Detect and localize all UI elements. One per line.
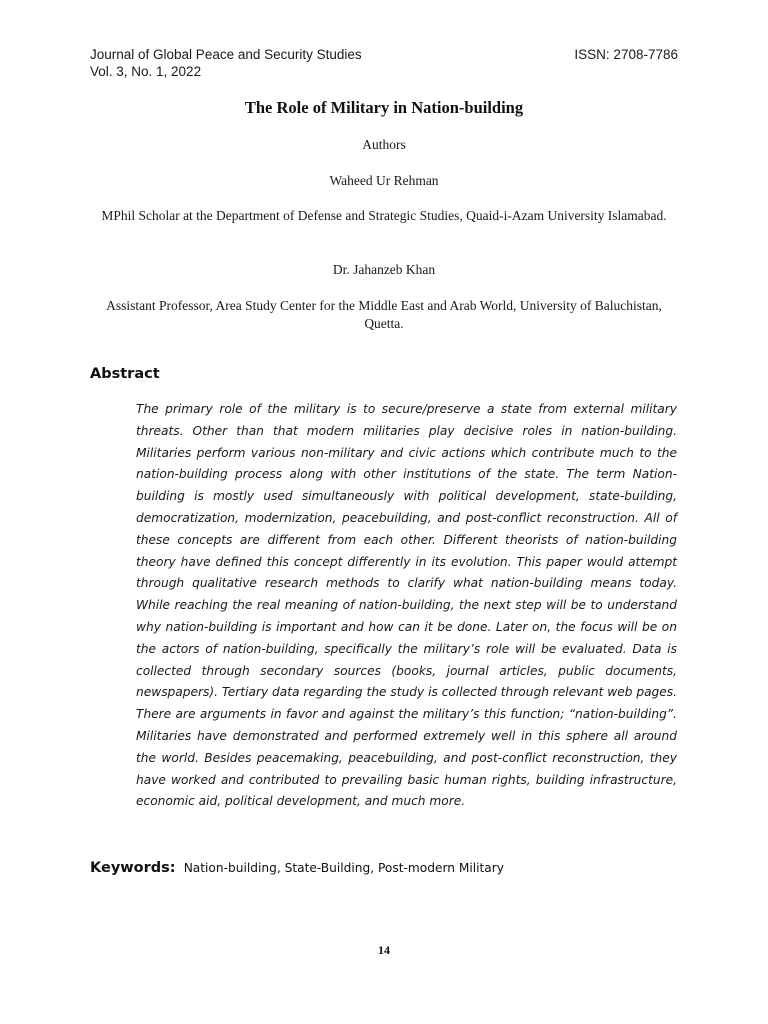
authors-label: Authors bbox=[362, 137, 406, 152]
keywords-label: Keywords: bbox=[90, 860, 176, 876]
journal-volume: Vol. 3, No. 1, 2022 bbox=[90, 64, 202, 79]
paper-title: The Role of Military in Nation-building bbox=[244, 98, 524, 117]
journal-issn: ISSN: 2708-7786 bbox=[574, 47, 678, 62]
abstract-text: The primary role of the military is to secure/preserve a state from external military threats. Other than that modern militaries play decisive roles in nation-building. Militaries perform various non-military and civic actions which contribute much to the nation-building process along with other institutions of the state. The term Nation-building is mostly used simultaneously with political development, state-building, democratization, modernization, peacebuilding, and post-conflict reconstruction. All of these concepts are different from each other. Different theorists of nation-building theory have defined this concept differently in its evolution. This paper would attempt through qualitative research methods to clarify what nation-building means today. While reaching the real meaning of nation-building, the next step will be to understand why nation-building is important and how can it be done. Later on, the focus will be on the actors of nation-building, specifically the military’s role will be evaluated. Data is collected through secondary sources (books, journal articles, public documents, newspapers). Tertiary data regarding the study is collected through relevant web pages. There are arguments in favor and against the military’s this function; “nation-building”. Militaries have demonstrated and performed extremely well in this sphere all around the world. Besides peacemaking, peacebuilding, and post-conflict reconstruction, they have worked and contributed to prevailing basic human rights, building infrastructure, economic aid, political development, and much more. bbox=[136, 402, 677, 809]
author-name-2: Dr. Jahanzeb Khan bbox=[332, 262, 436, 277]
author-affiliation-1: MPhil Scholar at the Department of Defense and Strategic Studies, Quaid-i-Azam University Islamabad. bbox=[101, 208, 667, 223]
keywords-line bbox=[90, 857, 504, 876]
author-name-1: Waheed Ur Rehman bbox=[329, 173, 439, 188]
keywords-value: Nation-building, State-Building, Post-modern Military bbox=[183, 861, 504, 875]
author-affiliation-2: Assistant Professor, Area Study Center for the Middle East and Arab World, University of Baluchistan, Quetta. bbox=[106, 298, 662, 331]
journal-name: Journal of Global Peace and Security Studies bbox=[90, 47, 362, 62]
abstract-heading: Abstract bbox=[90, 366, 160, 382]
page-number: 14 bbox=[378, 943, 390, 957]
